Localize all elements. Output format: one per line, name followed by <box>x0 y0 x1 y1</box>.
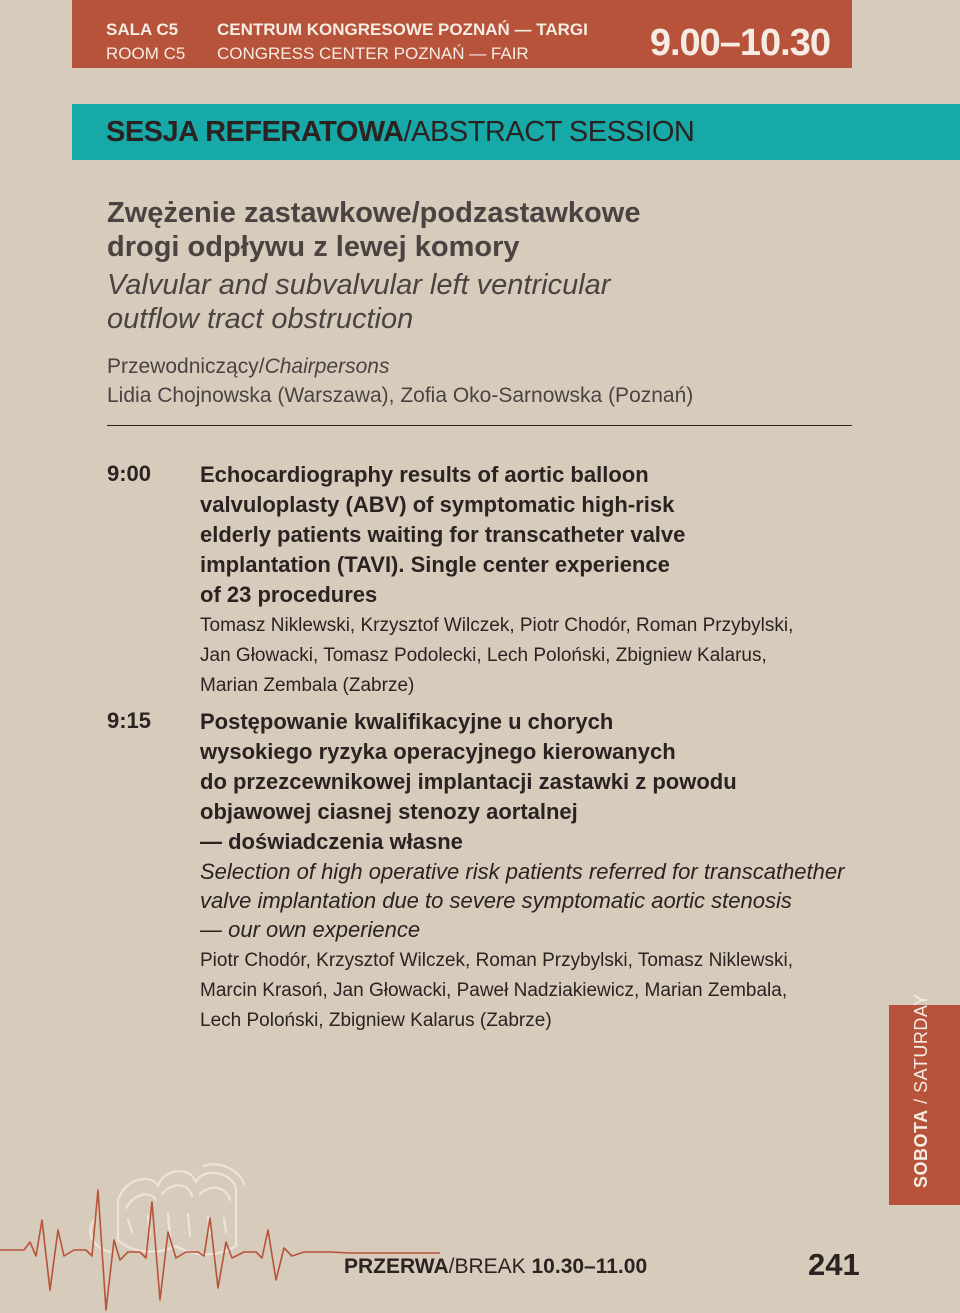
authors-line: Lech Poloński, Zbigniew Kalarus (Zabrze) <box>200 1010 552 1031</box>
authors-line: Marcin Krasoń, Jan Głowacki, Paweł Nadziakiewicz, Marian Zembala, <box>200 980 788 1001</box>
session-bar <box>72 104 960 160</box>
talk-title-line: elderly patients waiting for transcatheter valve <box>200 522 686 547</box>
talk-en-line: valve implantation due to severe symptomatic aortic stenosis <box>200 888 792 913</box>
chairpersons-label-pl: Przewodniczący/ <box>107 355 265 378</box>
day-tab <box>889 993 960 1205</box>
chairpersons-names: Lidia Chojnowska (Warszawa), Zofia Oko-Sarnowska (Poznań) <box>107 384 694 407</box>
talk-title <box>200 460 840 610</box>
title-pl-line: Zwężenie zastawkowe/podzastawkowe <box>107 197 641 229</box>
talk-title-line: Echocardiography results of aortic balloon <box>200 462 649 487</box>
day-pl: SOBOTA <box>911 1109 931 1188</box>
talk-title-line: Postępowanie kwalifikacyjne u chorych <box>200 709 614 734</box>
header-bar <box>72 0 852 68</box>
talk-title-line: valvuloplasty (ABV) of symptomatic high-risk <box>200 492 675 517</box>
chairpersons-label <box>107 355 389 379</box>
title-en-line: Valvular and subvalvular left ventricular <box>107 269 611 301</box>
talk-en-line: Selection of high operative risk patients referred for transcathether <box>200 859 845 884</box>
day-tab-label <box>911 993 932 1188</box>
talk-title-line: do przezcewnikowej implantacji zastawki z powodu <box>200 769 737 794</box>
talk-title-line: implantation (TAVI). Single center experience <box>200 552 670 577</box>
venue-en: CONGRESS CENTER POZNAŃ — FAIR <box>217 44 529 63</box>
authors-line: Tomasz Niklewski, Krzysztof Wilczek, Piotr Chodór, Roman Przybylski, <box>200 615 794 636</box>
ecg-decoration <box>0 1160 440 1313</box>
talk-time: 9:00 <box>107 461 152 486</box>
title-en-line: outflow tract obstruction <box>107 303 414 335</box>
talk-time: 9:15 <box>107 708 152 733</box>
session-title-pl <box>107 196 827 264</box>
talk-title-line: objawowej ciasnej stenozy aortalnej <box>200 799 578 824</box>
talk-title-line: wysokiego ryzyka operacyjnego kierowanych <box>200 739 676 764</box>
venue-label <box>217 18 588 66</box>
page-number: 241 <box>808 1247 860 1282</box>
room-label <box>106 18 185 66</box>
session-time: 9.00–10.30 <box>649 22 830 64</box>
break-time: 10.30–11.00 <box>531 1255 648 1278</box>
talk-title-line: of 23 procedures <box>200 582 378 607</box>
break-footer <box>344 1255 647 1279</box>
talk-en-line: — our own experience <box>200 917 421 942</box>
day-en: / SATURDAY <box>911 993 931 1110</box>
session-label <box>106 116 694 149</box>
room-pl: SALA C5 <box>106 20 179 39</box>
talk-title <box>200 707 840 857</box>
talk-authors <box>200 611 840 701</box>
talk-title-line: — doświadczenia własne <box>200 829 463 854</box>
session-label-en: /ABSTRACT SESSION <box>403 116 695 148</box>
break-en: /BREAK <box>448 1255 532 1278</box>
room-en: ROOM C5 <box>106 44 186 63</box>
session-label-pl: SESJA REFERATOWA <box>106 116 404 148</box>
title-pl-line: drogi odpływu z lewej komory <box>107 231 520 263</box>
break-pl: PRZERWA <box>344 1255 449 1278</box>
venue-pl: CENTRUM KONGRESOWE POZNAŃ — TARGI <box>217 20 588 39</box>
authors-line: Piotr Chodór, Krzysztof Wilczek, Roman Przybylski, Tomasz Niklewski, <box>200 950 794 971</box>
authors-line: Jan Głowacki, Tomasz Podolecki, Lech Poloński, Zbigniew Kalarus, <box>200 645 767 666</box>
talk-title-en <box>200 857 860 944</box>
authors-line: Marian Zembala (Zabrze) <box>200 675 415 696</box>
session-title-en <box>107 268 827 336</box>
divider <box>107 425 852 426</box>
chairpersons-label-en: Chairpersons <box>264 355 390 378</box>
talk-authors <box>200 946 840 1036</box>
